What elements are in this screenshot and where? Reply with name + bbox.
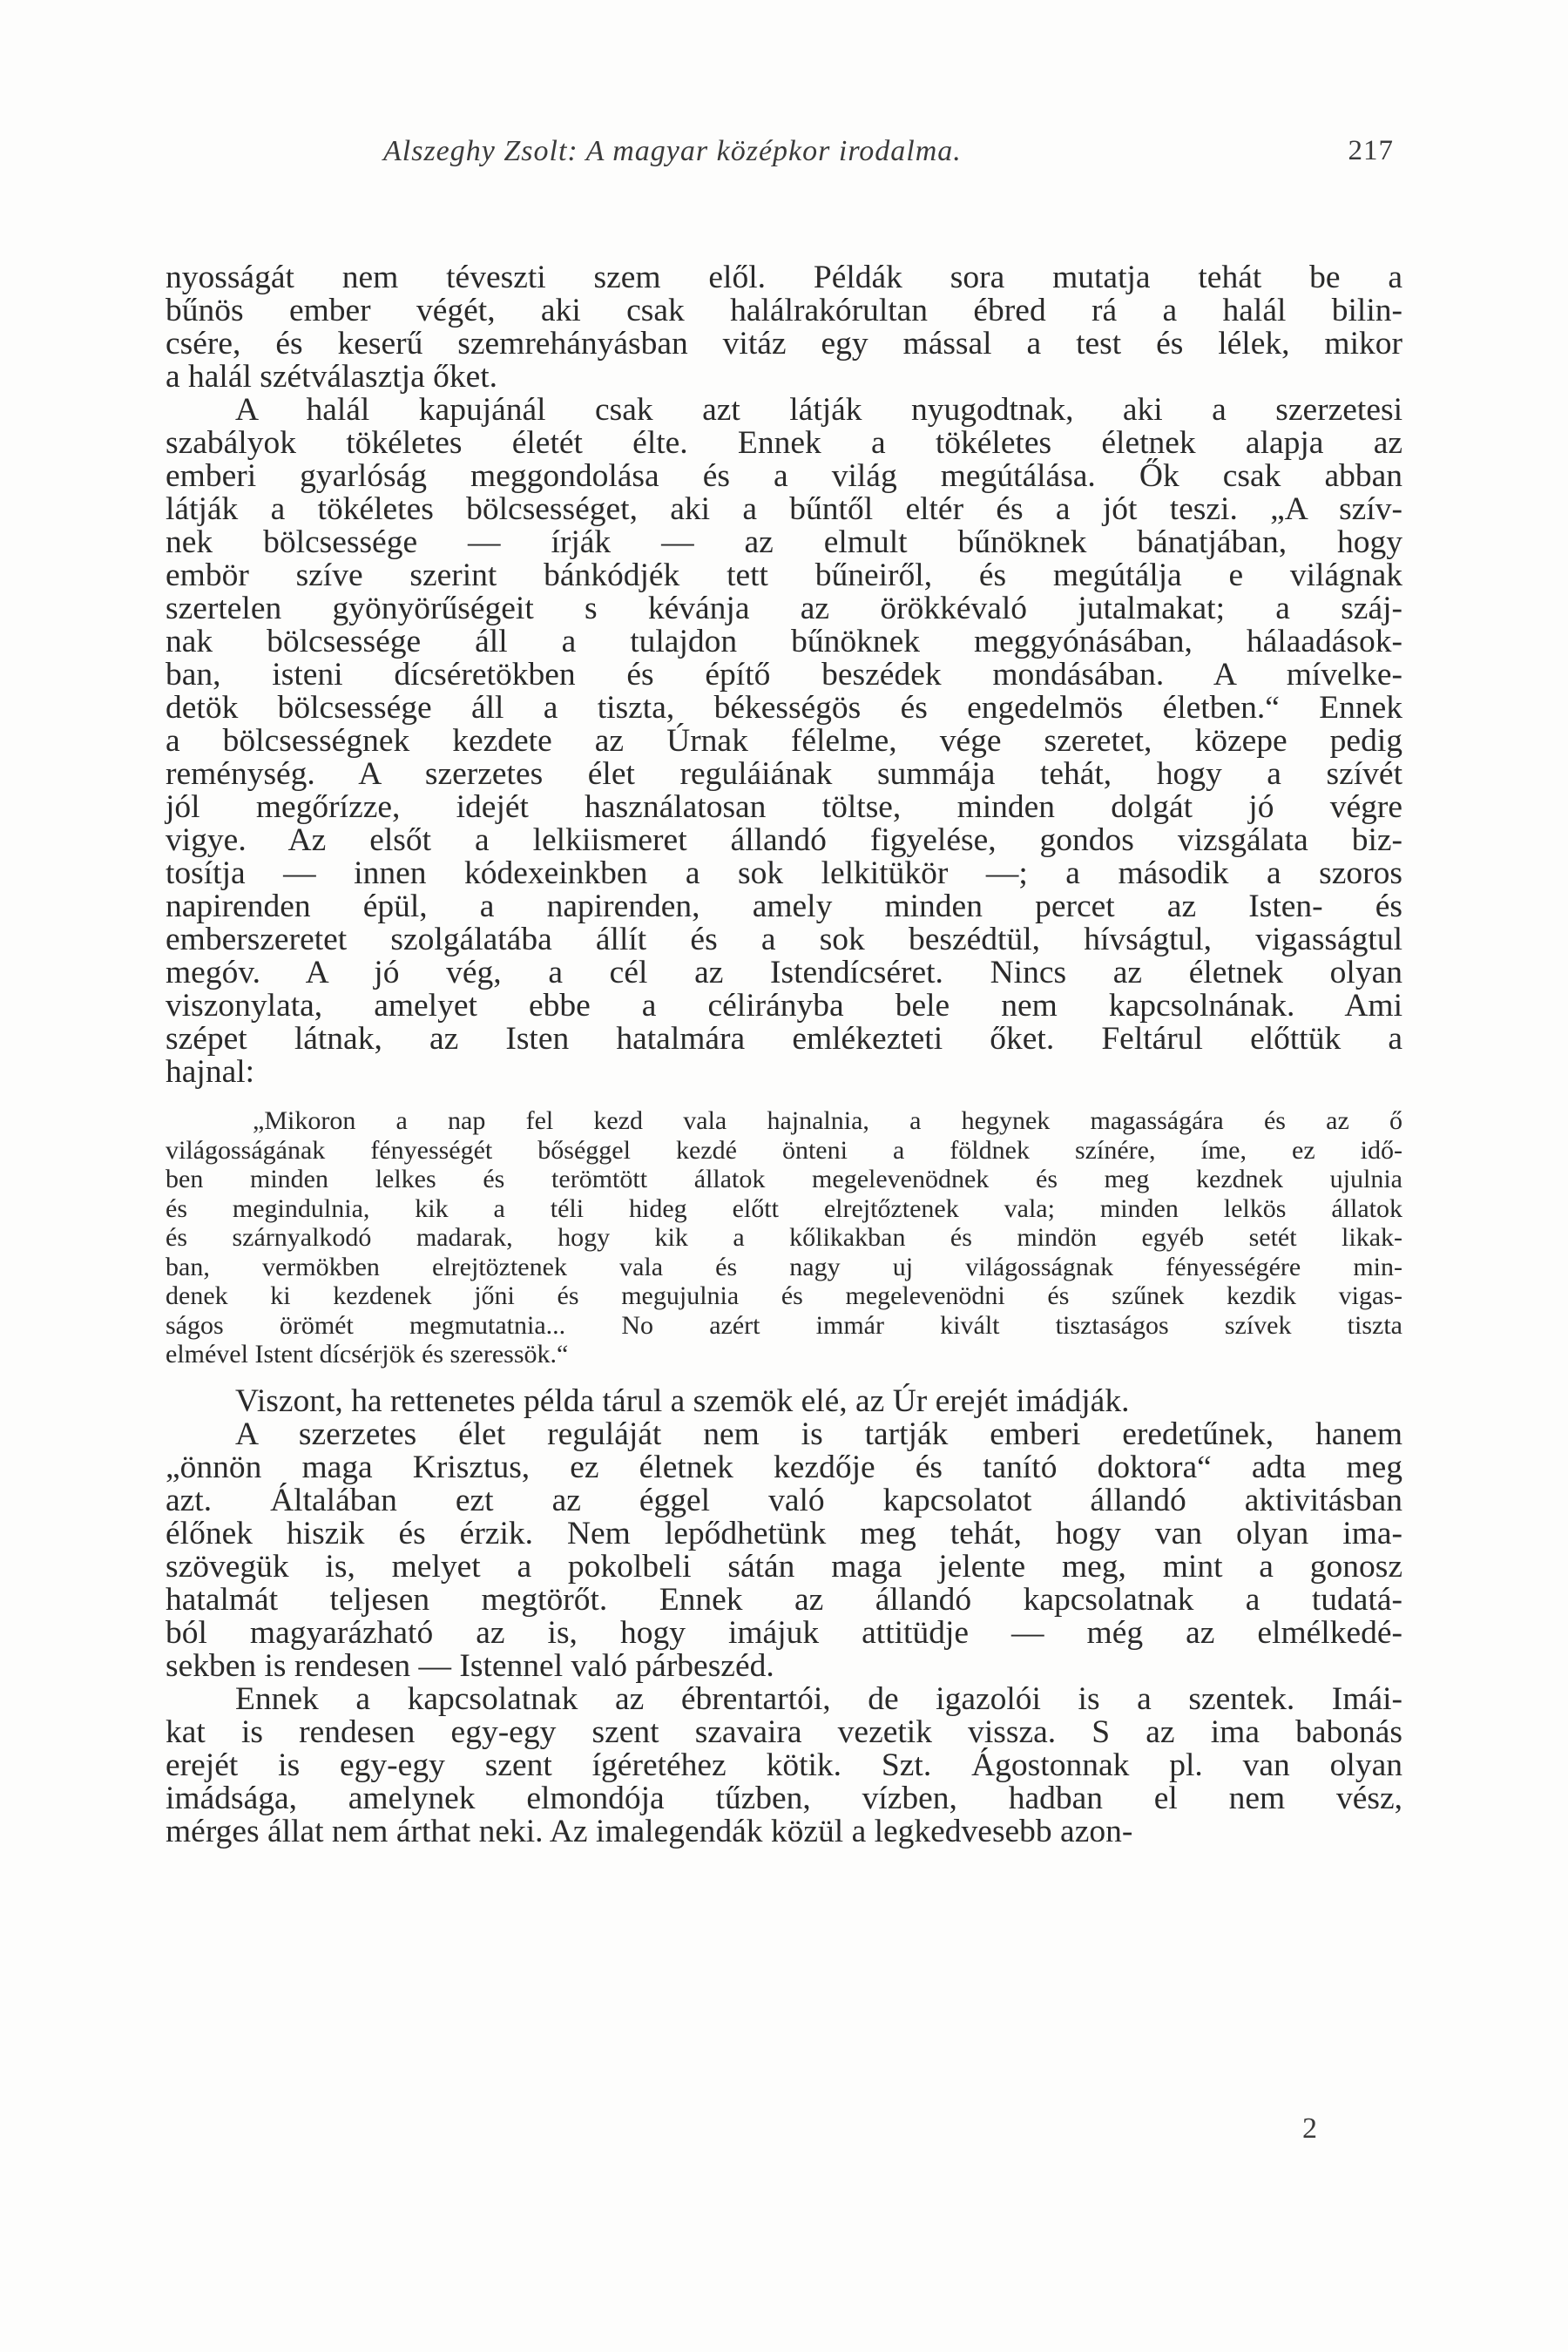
quote-line: világosságának fényességét bőséggel kezdé önteni a földnek színére, íme, ez idő-	[166, 1135, 1402, 1165]
text-line: a halál szétválasztja őket.	[166, 359, 498, 395]
text-line: Viszont, ha rettenetes példa tárul a szemök elé, az Úr erejét imádják.	[235, 1382, 1130, 1419]
text-line: azt. Általában ezt az éggel való kapcsolatot állandó aktivitásban	[166, 1482, 1402, 1518]
text-line: „önnön maga Krisztus, ez életnek kezdője és tanító doktora“ adta meg	[166, 1449, 1402, 1485]
quote-line: ságos örömét megmutatnia... No azért immár kivált tisztaságos szívek tiszta	[166, 1310, 1402, 1340]
quote-line: és megindulnia, kik a téli hideg előtt elrejtőztenek vala; minden lelkös állatok	[166, 1193, 1402, 1223]
text-line: reménység. A szerzetes élet reguláiának summája tehát, hogy a szívét	[166, 756, 1402, 792]
text-line: hajnal:	[166, 1054, 255, 1090]
block-quote	[166, 1106, 1402, 1369]
quote-line: „Mikoron a nap fel kezd vala hajnalnia, a hegynek magasságára és az ő	[253, 1106, 1402, 1135]
text-line: bűnös ember végét, aki csak halálrakórultan ébred rá a halál bilin-	[166, 293, 1402, 328]
text-line: ból magyarázható az is, hogy imájuk attitüdje — még az elmélkedé-	[166, 1614, 1402, 1651]
paragraph	[166, 261, 1402, 394]
signature-mark: 2	[1302, 2112, 1317, 2145]
text-line: csére, és keserű szemrehányásban vitáz egy mással a test és lélek, mikor	[166, 326, 1402, 362]
text-line: nyosságát nem téveszti szem elől. Példák sora mutatja tehát be a	[166, 260, 1402, 295]
paragraph	[166, 394, 1402, 1089]
text-line: megóv. A jó vég, a cél az Istendícséret. Nincs az életnek olyan	[166, 955, 1402, 990]
text-line: napirenden épül, a napirenden, amely minden percet az Isten- és	[166, 889, 1402, 924]
text-line: látják a tökéletes bölcsességet, aki a bűntől eltér és a jót teszi. „A szív-	[166, 491, 1402, 527]
paragraph	[166, 1680, 1402, 1849]
text-line: A halál kapujánál csak azt látják nyugodtnak, aki a szerzetesi	[235, 392, 1402, 428]
text-line: a bölcsességnek kezdete az Úrnak félelme, vége szeretet, közepe pedig	[166, 723, 1402, 759]
text-line: szövegük is, melyet a pokolbeli sátán maga jelente meg, mint a gonosz	[166, 1548, 1402, 1585]
text-line: hatalmát teljesen megtörőt. Ennek az állandó kapcsolatnak a tudatá-	[166, 1581, 1402, 1618]
text-line: embör szíve szerint bánkódjék tett bűneiről, és megútálja e világnak	[166, 558, 1402, 593]
text-line: vigye. Az elsőt a lelkiismeret állandó figyelése, gondos vizsgálata biz-	[166, 822, 1402, 858]
quote-line: ben minden lelkes és terömtött állatok megelevenödnek és meg kezdnek ujulnia	[166, 1165, 1402, 1193]
text-line: emberi gyarlóság meggondolása és a világ megútálása. Ők csak abban	[166, 458, 1402, 494]
text-line: tosítja — innen kódexeinkben a sok lelkitükör —; a második a szoros	[166, 855, 1402, 891]
text-line: ban, isteni dícséretökben és építő beszédek mondásában. A mívelke-	[166, 657, 1402, 693]
running-head	[383, 135, 1394, 179]
body-text	[166, 261, 1402, 1848]
quote-line: ban, vermökben elrejtöztenek vala és nagy uj világosságnak fényességére min-	[166, 1252, 1402, 1281]
text-line: mérges állat nem árthat neki. Az imalegendák közül a legkedvesebb azon-	[166, 1813, 1133, 1849]
page-number: 217	[1348, 135, 1394, 166]
paragraph	[166, 1418, 1402, 1683]
quote-line: elmével Istent dícsérjök és szeressök.“	[166, 1340, 569, 1369]
text-line: élőnek hiszik és érzik. Nem lepődhetünk meg tehát, hogy van olyan ima-	[166, 1515, 1402, 1551]
text-line: szertelen gyönyörűségeit s kévánja az örökkévaló jutalmakat; a száj-	[166, 591, 1402, 626]
running-head-title: Alszeghy Zsolt: A magyar középkor irodalma.	[383, 135, 962, 167]
text-line: szépet látnak, az Isten hatalmára emlékezteti őket. Feltárul előttük a	[166, 1021, 1402, 1057]
text-line: Ennek a kapcsolatnak az ébrentartói, de igazolói is a szentek. Imái-	[235, 1680, 1402, 1717]
text-line: detök bölcsessége áll a tiszta, békességös és engedelmös életben.“ Ennek	[166, 690, 1402, 726]
text-line: sekben is rendesen — Istennel való párbeszéd.	[166, 1647, 774, 1684]
paragraph	[166, 1382, 1402, 1419]
text-line: viszonylata, amelyet ebbe a célirányba bele nem kapcsolnának. Ami	[166, 988, 1402, 1024]
text-line: A szerzetes élet reguláját nem is tartják emberi eredetűnek, hanem	[235, 1416, 1402, 1452]
text-line: kat is rendesen egy-egy szent szavaira vezetik vissza. S az ima babonás	[166, 1713, 1402, 1750]
text-line: nek bölcsessége — írják — az elmult bűnöknek bánatjában, hogy	[166, 524, 1402, 560]
text-line: emberszeretet szolgálatába állít és a sok beszédtül, hívságtul, vigasságtul	[166, 922, 1402, 957]
quote-line: denek ki kezdenek jőni és megujulnia és megelevenödni és szűnek kezdik vigas-	[166, 1281, 1402, 1310]
text-line: jól megőrízze, idejét használatosan töltse, minden dolgát jó végre	[166, 789, 1402, 825]
text-line: nak bölcsessége áll a tulajdon bűnöknek meggyónásában, hálaadások-	[166, 624, 1402, 659]
quote-line: és szárnyalkodó madarak, hogy kik a kőlikakban és mindön egyéb setét likak-	[166, 1223, 1402, 1252]
text-line: erejét is egy-egy szent ígéretéhez kötik. Szt. Ágostonnak pl. van olyan	[166, 1747, 1402, 1783]
text-line: imádsága, amelynek elmondója tűzben, vízben, hadban el nem vész,	[166, 1780, 1402, 1816]
text-line: szabályok tökéletes életét élte. Ennek a tökéletes életnek alapja az	[166, 425, 1402, 461]
